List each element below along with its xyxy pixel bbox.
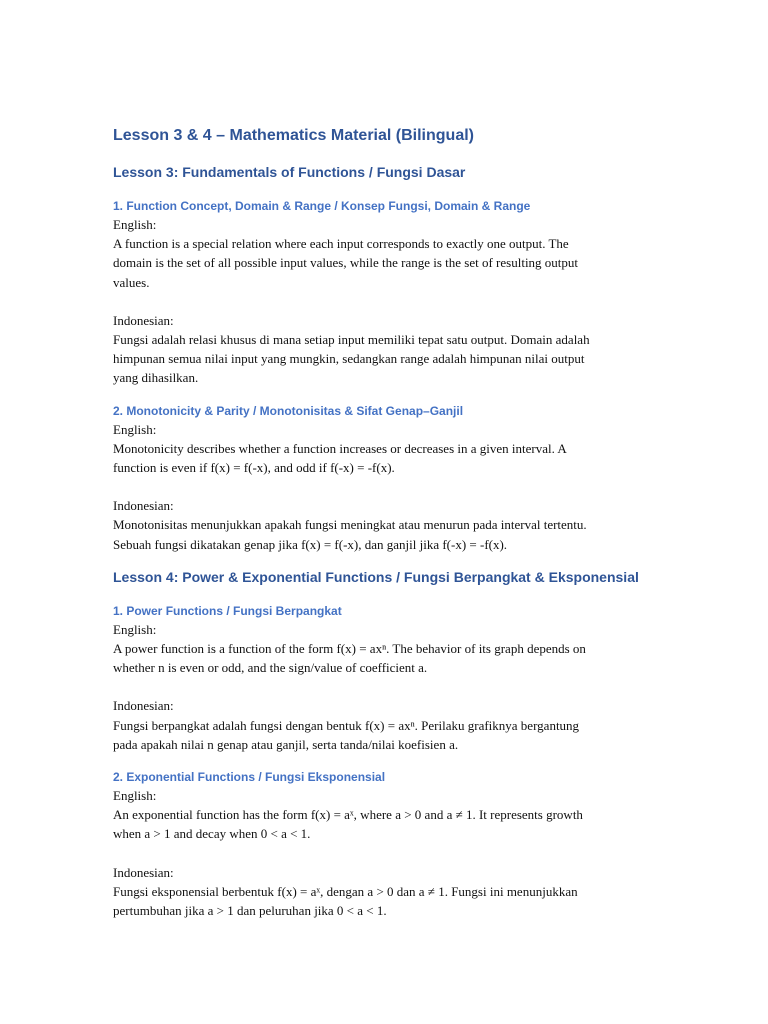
- l3-s1-id-line3: yang dihasilkan.: [113, 370, 199, 386]
- l3-s2-id-line2: Sebuah fungsi dikatakan genap jika f(x) = f(-x), dan ganjil jika f(-x) = -f(x).: [113, 536, 508, 552]
- l4-s1-en-label: English:: [113, 621, 157, 637]
- l4-s1-en-line2: whether n is even or odd, and the sign/value of coefficient a.: [113, 660, 428, 676]
- l4-s1-id-label: Indonesian:: [113, 698, 174, 714]
- l4-s2-id-line1: Fungsi eksponensial berbentuk f(x) = aˣ, dengan a > 0 dan a ≠ 1. Fungsi ini menunjukkan: [113, 883, 578, 899]
- document-page: [113, 124, 653, 920]
- l4-s2-id-line2: pertumbuhan jika a > 1 dan peluruhan jika 0 < a < 1.: [113, 903, 387, 919]
- l3-s2-en-line2: function is even if f(x) = f(-x), and odd if f(-x) = -f(x).: [113, 460, 395, 476]
- l3-s1-en-line2: domain is the set of all possible input values, while the range is the set of resulting output: [113, 255, 579, 271]
- l4-s2-heading: 2. Exponential Functions / Fungsi Eksponensial: [113, 770, 386, 785]
- l3-s1-id-line2: himpunan semua nilai input yang mungkin, sedangkan range adalah himpunan nilai output: [113, 351, 585, 367]
- l4-s1-heading: 1. Power Functions / Fungsi Berpangkat: [113, 603, 342, 618]
- l3-s2-id-label: Indonesian:: [113, 498, 174, 514]
- l3-s2-en-label: English:: [113, 421, 157, 437]
- l3-s1-en-line1: A function is a special relation where each input corresponds to exactly one output. The: [113, 236, 569, 252]
- l4-s2-en-line2: when a > 1 and decay when 0 < a < 1.: [113, 826, 311, 842]
- l3-s1-id-line1: Fungsi adalah relasi khusus di mana setiap input memiliki tepat satu output. Domain adalah: [113, 332, 590, 348]
- l4-s2-en-line1: An exponential function has the form f(x) = aˣ, where a > 0 and a ≠ 1. It represents growth: [113, 807, 583, 823]
- l4-s2-en-label: English:: [113, 788, 157, 804]
- lesson3-heading: Lesson 3: Fundamentals of Functions / Fungsi Dasar: [113, 164, 466, 180]
- l3-s2-heading: 2. Monotonicity & Parity / Monotonisitas & Sifat Genap–Ganjil: [113, 403, 464, 418]
- lesson4-heading: Lesson 4: Power & Exponential Functions / Fungsi Berpangkat & Eksponensial: [113, 568, 639, 585]
- l4-s1-id-line2: pada apakah nilai n genap atau ganjil, serta tanda/nilai koefisien a.: [113, 736, 459, 752]
- l3-s1-en-line3: values.: [113, 274, 150, 290]
- l3-s1-heading: 1. Function Concept, Domain & Range / Konsep Fungsi, Domain & Range: [113, 199, 531, 213]
- l3-s2-id-line1: Monotonisitas menunjukkan apakah fungsi meningkat atau menurun pada interval tertentu.: [113, 517, 587, 533]
- l3-s1-en-label: English:: [113, 217, 157, 232]
- document-title: Lesson 3 & 4 – Mathematics Material (Bilingual): [113, 127, 474, 144]
- l4-s1-en-line1: A power function is a function of the form f(x) = axⁿ. The behavior of its graph depends on: [113, 641, 586, 657]
- l4-s2-id-label: Indonesian:: [113, 864, 174, 880]
- l3-s2-en-line1: Monotonicity describes whether a function increases or decreases in a given interval. A: [113, 440, 567, 456]
- l4-s1-id-line1: Fungsi berpangkat adalah fungsi dengan bentuk f(x) = axⁿ. Perilaku grafiknya bergantung: [113, 717, 580, 733]
- l3-s1-id-label: Indonesian:: [113, 312, 174, 328]
